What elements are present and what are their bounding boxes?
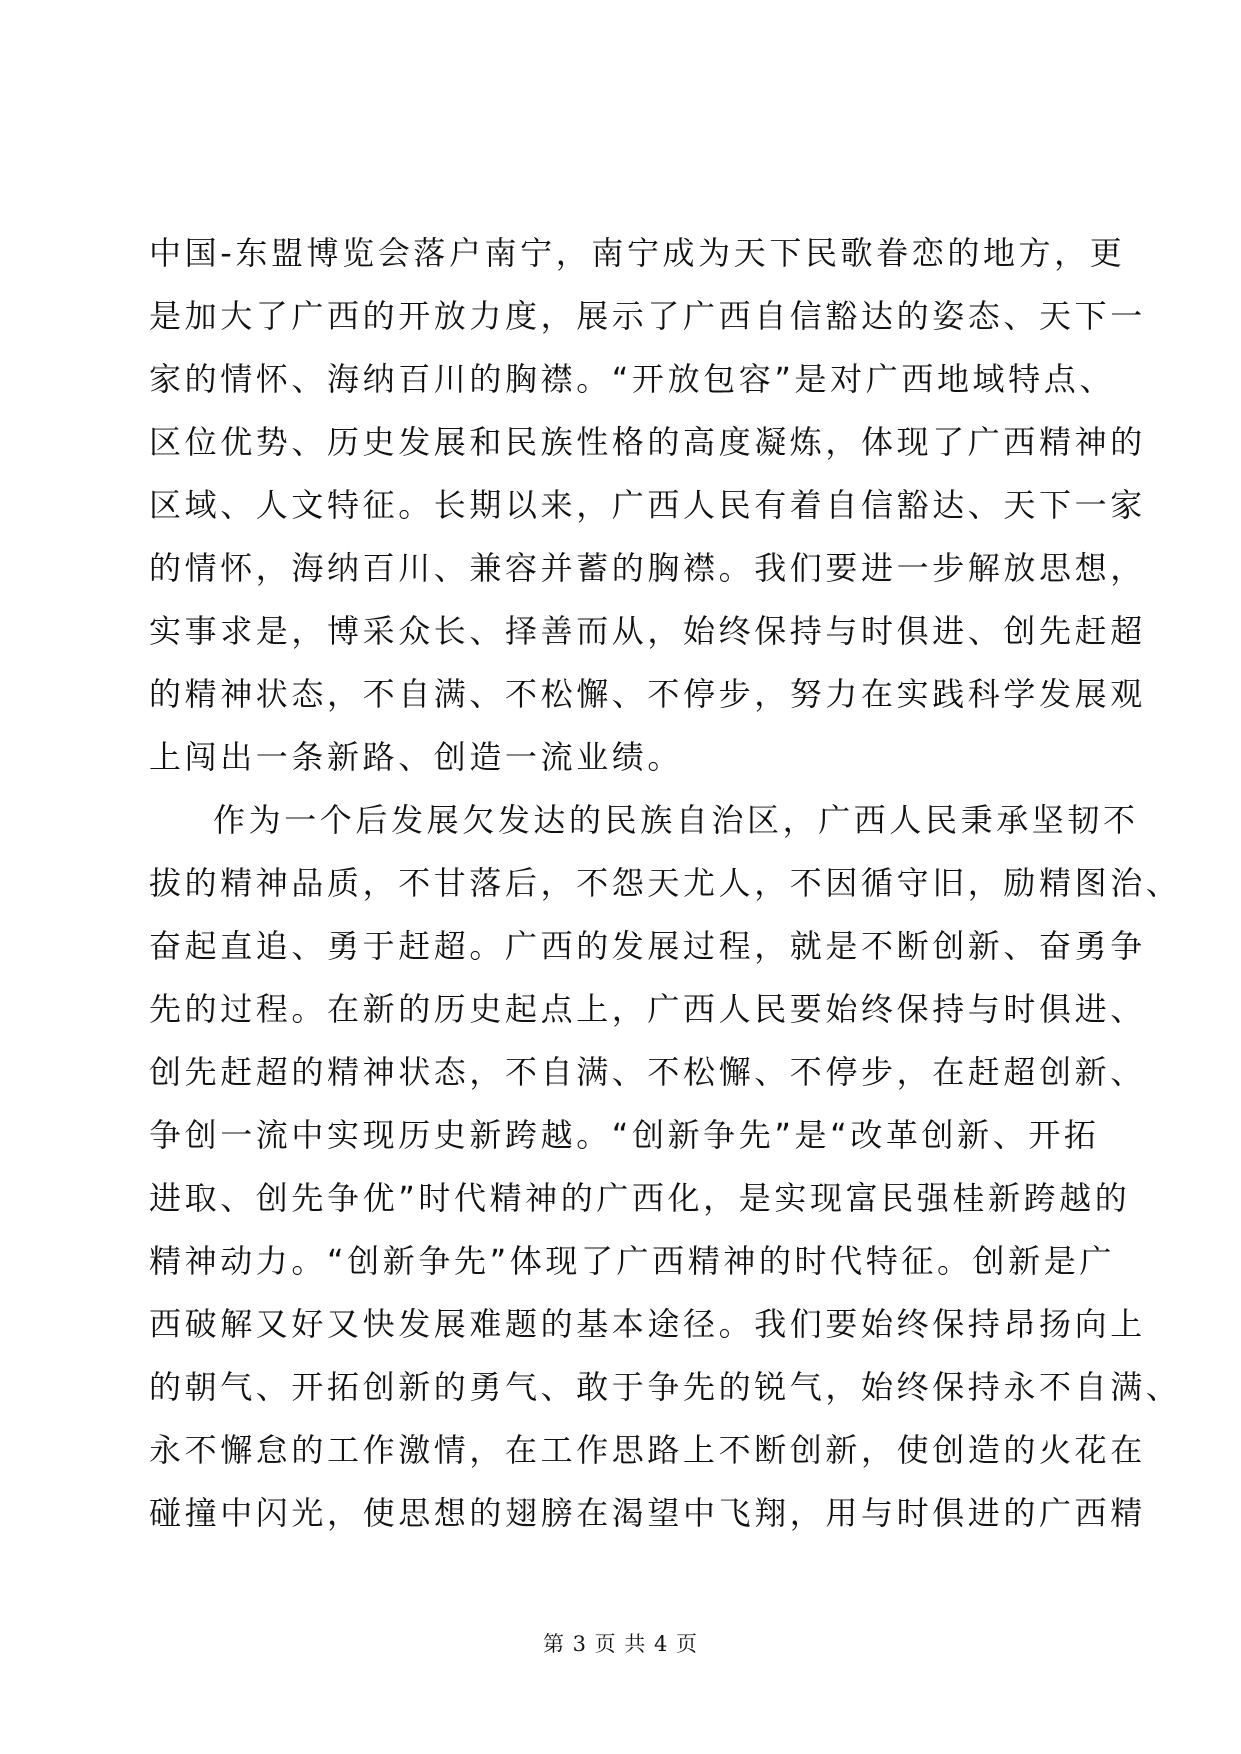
text-line: 争创一流中实现历史新跨越。“创新争先”是“改革创新、开拓 [149, 1116, 1100, 1154]
text-line: 区域、人文特征。长期以来，广西人民有着自信豁达、天下一家 [149, 486, 1146, 524]
text-line: 西破解又好又快发展难题的基本途径。我们要始终保持昂扬向上 [149, 1305, 1146, 1343]
text-line: 创先赶超的精神状态，不自满、不松懈、不停步，在赶超创新、 [149, 1053, 1146, 1091]
text-line: 碰撞中闪光，使思想的翅膀在渴望中飞翔，用与时俱进的广西精 [149, 1494, 1146, 1532]
text-line: 精神动力。“创新争先”体现了广西精神的时代特征。创新是广 [149, 1242, 1115, 1280]
text-line: 拔的精神品质，不甘落后，不怨天尤人，不因循守旧，励精图治、 [149, 864, 1182, 902]
text-line: 上闯出一条新路、创造一流业绩。 [149, 738, 684, 776]
text-line: 进取、创先争优”时代精神的广西化，是实现富民强桂新跨越的 [149, 1179, 1131, 1217]
text-line: 是加大了广西的开放力度，展示了广西自信豁达的姿态、天下一 [149, 297, 1146, 335]
paragraph-1 [149, 222, 1146, 789]
text-line: 的情怀，海纳百川、兼容并蓄的胸襟。我们要进一步解放思想， [149, 549, 1146, 587]
text-line: 作为一个后发展欠发达的民族自治区，广西人民秉承坚韧不 [213, 801, 1139, 839]
text-line: 奋起直追、勇于赶超。广西的发展过程，就是不断创新、奋勇争 [149, 927, 1146, 965]
page-number-footer: 第 3 页 共 4 页 [542, 1632, 699, 1656]
document-body [149, 222, 1182, 1545]
paragraph-2 [149, 789, 1182, 1545]
text-line: 的精神状态，不自满、不松懈、不停步，努力在实践科学发展观 [149, 675, 1146, 713]
text-line: 家的情怀、海纳百川的胸襟。“开放包容”是对广西地域特点、 [149, 360, 1115, 398]
text-line: 实事求是，博采众长、择善而从，始终保持与时俱进、创先赶超 [149, 612, 1146, 650]
text-line: 区位优势、历史发展和民族性格的高度凝炼，体现了广西精神的 [149, 423, 1146, 461]
text-line: 中国-东盟博览会落户南宁，南宁成为天下民歌眷恋的地方，更 [149, 234, 1126, 272]
text-line: 的朝气、开拓创新的勇气、敢于争先的锐气，始终保持永不自满、 [149, 1368, 1182, 1406]
text-line: 先的过程。在新的历史起点上，广西人民要始终保持与时俱进、 [149, 990, 1146, 1028]
text-line: 永不懈怠的工作激情，在工作思路上不断创新，使创造的火花在 [149, 1431, 1146, 1469]
